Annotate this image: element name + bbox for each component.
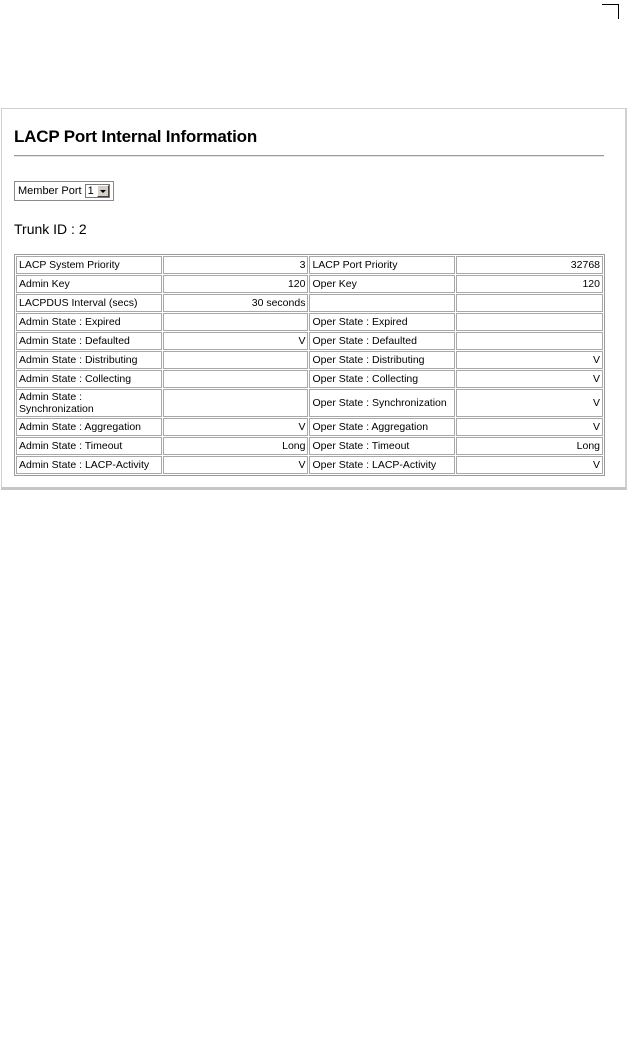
right-value: V [456,456,603,474]
left-value: V [163,456,309,474]
left-value [163,370,309,388]
right-value: Long [456,437,603,455]
right-value [456,294,603,312]
left-value: 30 seconds [163,294,309,312]
dropdown-arrow-button[interactable] [97,185,109,197]
left-value: V [163,418,309,436]
lacp-info-table [14,254,605,476]
right-value: V [456,389,603,417]
left-value: Long [163,437,309,455]
left-value: V [163,332,309,350]
right-label: Oper State : Synchronization [309,389,455,417]
trunk-id-label: Trunk ID : 2 [14,221,87,237]
left-label: LACP System Priority [16,256,162,274]
right-value: V [456,418,603,436]
left-label: LACPDUS Interval (secs) [16,294,162,312]
left-value: 120 [163,275,309,293]
member-port-selector [14,181,114,201]
table-row [16,256,603,274]
chevron-down-icon [100,190,106,193]
left-label: Admin Key [16,275,162,293]
left-label: Admin State : Aggregation [16,418,162,436]
table-row [16,294,603,312]
right-label: Oper State : Collecting [309,370,455,388]
left-label: Admin State : LACP-Activity [16,456,162,474]
member-port-value: 1 [87,185,94,197]
right-label: LACP Port Priority [309,256,455,274]
table-row [16,456,603,474]
left-value [163,313,309,331]
right-label: Oper Key [309,275,455,293]
table-row [16,389,603,417]
table-row [16,437,603,455]
page-corner-mark [602,4,619,19]
right-value: 32768 [456,256,603,274]
left-value: 3 [163,256,309,274]
right-label: Oper State : Expired [309,313,455,331]
table-row [16,275,603,293]
right-label: Oper State : Distributing [309,351,455,369]
page-title: LACP Port Internal Information [14,127,258,146]
member-port-select[interactable] [85,184,110,198]
left-label: Admin State : Distributing [16,351,162,369]
lacp-port-info-panel [1,108,627,490]
title-divider [14,155,604,157]
left-label: Admin State : Expired [16,313,162,331]
table-row [16,370,603,388]
left-label: Admin State : Synchronization [16,389,162,417]
right-value: V [456,351,603,369]
left-label: Admin State : Collecting [16,370,162,388]
table-row [16,351,603,369]
right-value [456,313,603,331]
right-label: Oper State : Defaulted [309,332,455,350]
left-label: Admin State : Defaulted [16,332,162,350]
table-row [16,418,603,436]
right-label: Oper State : LACP-Activity [309,456,455,474]
member-port-label: Member Port [18,185,82,197]
right-label [309,294,455,312]
right-label: Oper State : Aggregation [309,418,455,436]
right-value [456,332,603,350]
table-row [16,313,603,331]
right-value: V [456,370,603,388]
right-value: 120 [456,275,603,293]
table-row [16,332,603,350]
left-label: Admin State : Timeout [16,437,162,455]
left-value [163,389,309,417]
left-value [163,351,309,369]
right-label: Oper State : Timeout [309,437,455,455]
